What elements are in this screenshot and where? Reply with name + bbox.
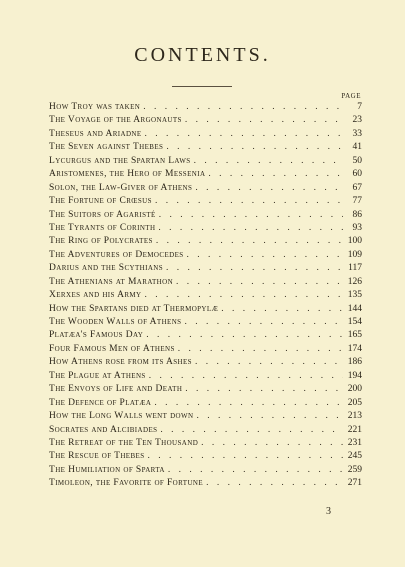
toc-entry-page: 205 bbox=[347, 397, 362, 408]
toc-entry bbox=[49, 289, 362, 302]
dot-leader bbox=[166, 141, 343, 154]
toc-entry-title: The Seven against Thebes bbox=[49, 142, 164, 153]
toc-entry bbox=[49, 182, 362, 195]
table-of-contents bbox=[49, 101, 362, 491]
toc-entry-title: The Envoys of Life and Death bbox=[49, 384, 183, 395]
toc-entry-page: 23 bbox=[352, 115, 362, 126]
dot-leader bbox=[155, 195, 343, 208]
toc-entry-title: The Athenians at Marathon bbox=[49, 276, 174, 287]
toc-entry bbox=[49, 303, 362, 316]
toc-entry-page: 245 bbox=[347, 451, 362, 462]
toc-entry-title: Theseus and Ariadne bbox=[49, 128, 142, 139]
toc-entry bbox=[49, 276, 362, 289]
toc-entry-title: The Adventures of Democedes bbox=[49, 249, 184, 260]
toc-entry bbox=[49, 235, 362, 248]
toc-entry-title: The Rescue of Thebes bbox=[49, 451, 145, 462]
dot-leader bbox=[184, 316, 343, 329]
dot-leader bbox=[148, 450, 343, 463]
toc-entry bbox=[49, 477, 362, 490]
toc-entry-title: The Retreat of the Ten Thousand bbox=[49, 437, 199, 448]
toc-entry-page: 194 bbox=[347, 370, 362, 381]
toc-entry bbox=[49, 101, 362, 114]
toc-entry bbox=[49, 450, 362, 463]
dot-leader bbox=[154, 397, 343, 410]
toc-entry bbox=[49, 437, 362, 450]
toc-entry-page: 271 bbox=[347, 478, 362, 489]
toc-entry bbox=[49, 141, 362, 154]
toc-entry-title: The Plague at Athens bbox=[49, 370, 146, 381]
toc-entry-page: 67 bbox=[352, 182, 362, 193]
page-number: 3 bbox=[326, 506, 331, 517]
toc-entry-page: 135 bbox=[347, 290, 362, 301]
toc-entry-title: Platæa's Famous Day bbox=[49, 330, 144, 341]
toc-entry bbox=[49, 356, 362, 369]
dot-leader bbox=[149, 370, 343, 383]
dot-leader bbox=[159, 209, 343, 222]
toc-entry-title: Xerxes and his Army bbox=[49, 290, 142, 301]
dot-leader bbox=[201, 437, 343, 450]
toc-entry-page: 93 bbox=[352, 222, 362, 233]
toc-entry bbox=[49, 316, 362, 329]
dot-leader bbox=[143, 101, 343, 114]
dot-leader bbox=[194, 155, 343, 168]
toc-entry bbox=[49, 222, 362, 235]
toc-entry-page: 231 bbox=[347, 437, 362, 448]
dot-leader bbox=[168, 464, 343, 477]
toc-entry-page: 117 bbox=[348, 263, 362, 274]
toc-entry-title: How the Spartans died at Thermopylæ bbox=[49, 303, 219, 314]
toc-entry-page: 77 bbox=[352, 196, 362, 207]
dot-leader bbox=[185, 383, 343, 396]
toc-entry bbox=[49, 397, 362, 410]
toc-entry-page: 126 bbox=[347, 276, 362, 287]
toc-entry bbox=[49, 383, 362, 396]
toc-entry-page: 213 bbox=[347, 411, 362, 422]
toc-entry-title: The Defence of Platæa bbox=[49, 397, 152, 408]
toc-entry-page: 33 bbox=[352, 128, 362, 139]
toc-entry-page: 165 bbox=[347, 330, 362, 341]
toc-entry bbox=[49, 343, 362, 356]
toc-entry-title: How Athens rose from its Ashes bbox=[49, 357, 192, 368]
dot-leader bbox=[195, 356, 343, 369]
title-rule bbox=[172, 86, 232, 87]
toc-entry-title: The Wooden Walls of Athens bbox=[49, 317, 182, 327]
dot-leader bbox=[208, 168, 343, 181]
toc-entry-page: 221 bbox=[347, 424, 362, 435]
toc-entry-title: The Humiliation of Sparta bbox=[49, 464, 165, 475]
toc-entry-page: 86 bbox=[352, 209, 362, 220]
toc-entry-page: 200 bbox=[347, 384, 362, 395]
dot-leader bbox=[185, 114, 343, 127]
toc-entry-title: Darius and the Scythians bbox=[49, 263, 164, 274]
toc-entry-title: How Troy was taken bbox=[49, 102, 141, 112]
dot-leader bbox=[187, 249, 343, 262]
toc-entry bbox=[49, 155, 362, 168]
toc-entry-page: 259 bbox=[347, 464, 362, 475]
dot-leader bbox=[144, 289, 343, 302]
dot-leader bbox=[221, 303, 343, 316]
toc-entry-title: Timoleon, the Favorite of Fortune bbox=[49, 478, 204, 489]
dot-leader bbox=[146, 329, 343, 342]
toc-entry-title: Lycurgus and the Spartan Laws bbox=[49, 155, 191, 166]
toc-entry-title: The Voyage of the Argonauts bbox=[49, 115, 182, 126]
toc-entry-page: 154 bbox=[347, 317, 362, 327]
dot-leader bbox=[176, 276, 343, 289]
toc-entry bbox=[49, 464, 362, 477]
toc-entry-title: How the Long Walls went down bbox=[49, 411, 194, 422]
toc-entry bbox=[49, 195, 362, 208]
toc-entry-page: 60 bbox=[352, 169, 362, 180]
toc-entry bbox=[49, 410, 362, 423]
toc-entry bbox=[49, 370, 362, 383]
toc-entry-title: The Ring of Polycrates bbox=[49, 236, 153, 247]
toc-entry bbox=[49, 329, 362, 342]
dot-leader bbox=[196, 410, 343, 423]
toc-entry-page: 144 bbox=[347, 303, 362, 314]
dot-leader bbox=[145, 128, 343, 141]
dot-leader bbox=[156, 235, 343, 248]
dot-leader bbox=[178, 343, 343, 356]
toc-entry bbox=[49, 209, 362, 222]
dot-leader bbox=[195, 182, 343, 195]
dot-leader bbox=[160, 424, 343, 437]
toc-entry-page: 41 bbox=[352, 142, 362, 153]
toc-entry-title: Four Famous Men of Athens bbox=[49, 343, 175, 354]
toc-entry bbox=[49, 424, 362, 437]
toc-entry bbox=[49, 262, 362, 275]
toc-entry-title: The Tyrants of Corinth bbox=[49, 222, 156, 233]
toc-entry-page: 186 bbox=[347, 357, 362, 368]
toc-entry-page: 100 bbox=[347, 236, 362, 247]
toc-entry-title: Aristomenes, the Hero of Messenia bbox=[49, 169, 206, 180]
toc-entry-page: 7 bbox=[357, 102, 362, 112]
toc-entry-title: The Fortune of Crœsus bbox=[49, 196, 152, 207]
toc-entry-title: Solon, the Law-Giver of Athens bbox=[49, 182, 193, 193]
toc-entry bbox=[49, 168, 362, 181]
toc-entry-title: Socrates and Alcibiades bbox=[49, 424, 158, 435]
page-column-label: PAGE bbox=[341, 92, 361, 100]
toc-entry bbox=[49, 128, 362, 141]
toc-entry-page: 109 bbox=[347, 249, 362, 260]
dot-leader bbox=[158, 222, 343, 235]
dot-leader bbox=[206, 477, 343, 490]
dot-leader bbox=[166, 262, 343, 275]
toc-entry-page: 50 bbox=[352, 155, 362, 166]
page-title: CONTENTS. bbox=[134, 44, 271, 66]
toc-entry bbox=[49, 249, 362, 262]
toc-entry-title: The Suitors of Agaristé bbox=[49, 209, 156, 220]
toc-entry bbox=[49, 114, 362, 127]
toc-entry-page: 174 bbox=[347, 343, 362, 354]
